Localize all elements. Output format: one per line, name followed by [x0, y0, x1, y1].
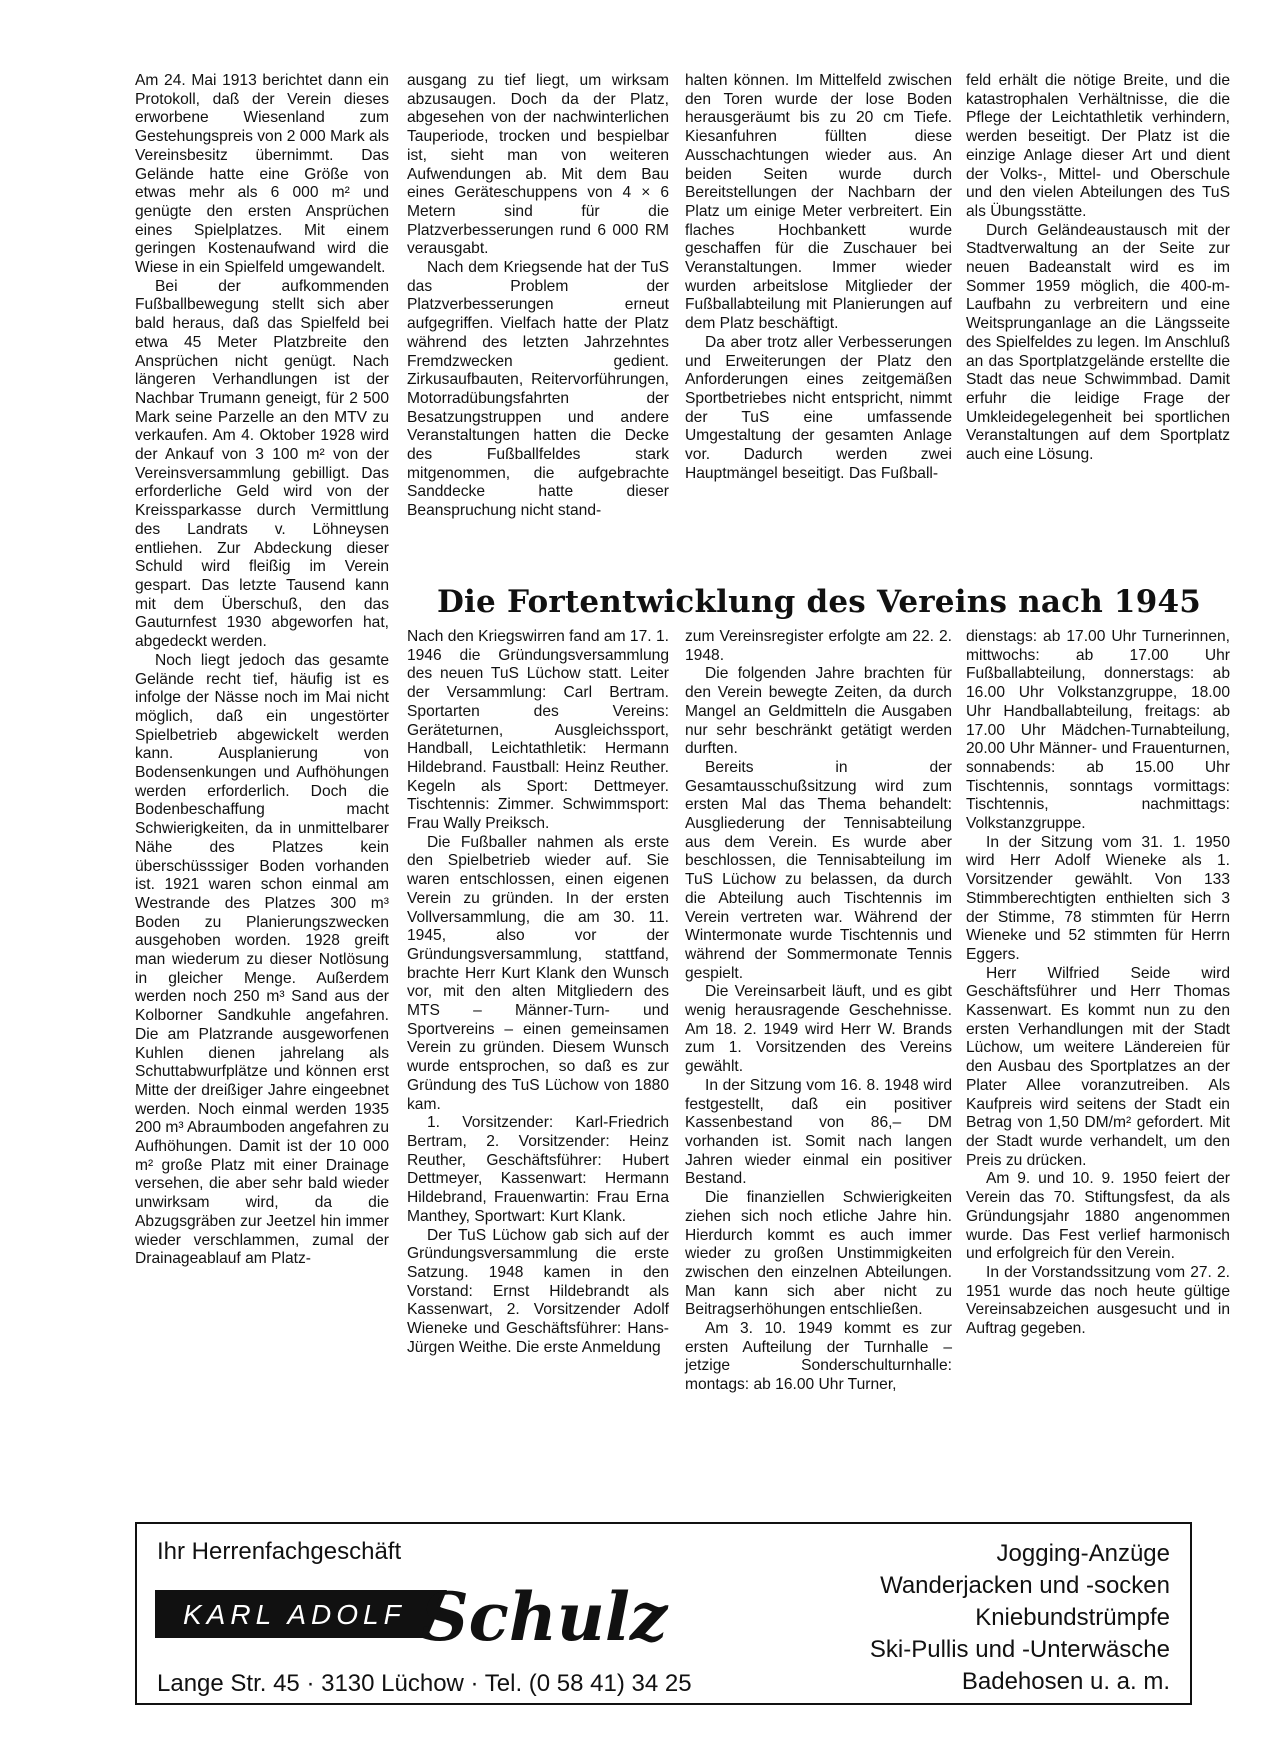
logo-script-name: Schulz [421, 1578, 668, 1656]
article-column-6 [685, 628, 952, 1395]
paragraph: feld erhält die nötige Breite, und die katastrophalen Verhältnisse, die die Pflege der Leichtathletik verhindern, werden beseitigt. Der Platz ist die einzige Anlage dieser Art und dient der Volks-, Mittel- und Oberschule und den vielen Abteilungen des TuS als Übungsstätte. [966, 72, 1230, 220]
paragraph: Am 3. 10. 1949 kommt es zur ersten Aufteilung der Turnhalle – jetzige Sonderschulturnhalle: montags: ab 16.00 Uhr Turner, [685, 1320, 952, 1394]
paragraph: Am 24. Mai 1913 berichtet dann ein Protokoll, daß der Verein dieses erworbene Wiesenland zum Gestehungspreis von 2 000 Mark als Vereinsbesitz übernimmt. Das Gelände hatte eine Größe von etwas mehr als 6 000 m² und genügte den ersten Ansprüchen eines Spielplatzes. Mit einem geringen Kostenaufwand wird die Wiese in ein Spielfeld umgewandelt. [135, 72, 389, 277]
logo-name: KARL ADOLF [183, 1599, 406, 1630]
article-column-1 [135, 72, 389, 1269]
paragraph: 1. Vorsitzender: Karl-Friedrich Bertram, 2. Vorsitzender: Heinz Reuther, Geschäftsführer: Hubert Dettmeyer, Kassenwart: Hermann Hildebrand, Frauenwartin: Frau Erna Manthey, Sportwart: Kurt Klank. [407, 1114, 669, 1225]
paragraph: Die finanziellen Schwierigkeiten ziehen sich noch etliche Jahre hin. Hierdurch kommt es auch immer wieder zu großen Unstimmigkeiten zwischen den einzelnen Abteilungen. Man kann sich aber nicht zu Beitragserhöhungen entschließen. [685, 1189, 952, 1319]
article-column-3 [685, 72, 952, 483]
paragraph: Die folgenden Jahre brachten für den Verein bewegte Zeiten, da durch Mangel an Geldmitteln die Ausgaben nur sehr beschränkt getätigt werden durften. [685, 665, 952, 758]
paragraph: Die Fußballer nahmen als erste den Spielbetrieb wieder auf. Sie waren entschlossen, einen eigenen Verein zu gründen. In der ersten Vollversammlung, die am 30. 11. 1945, also vor der Gründungsversammlung, stattfand, brachte Herr Kurt Klank den Wunsch vor, mit den alten Mitgliedern des MTS – Männer-Turn- und Sportvereins – einen gemeinsamen Verein zu gründen. Diesem Wunsch wurde entsprochen, so daß es zur Gründung des TuS Lüchow von 1880 kam. [407, 833, 669, 1113]
paragraph: In der Sitzung vom 31. 1. 1950 wird Herr Adolf Wieneke als 1. Vorsitzender gewählt. Von 133 Stimmberechtigten enthielten sich 3 der Stimme, 78 stimmten für Herrn Wieneke und 52 stimmten für Herrn Eggers. [966, 833, 1230, 963]
paragraph: In der Sitzung vom 16. 8. 1948 wird festgestellt, daß ein positiver Kassenbestand von 86,– DM vorhanden ist. Somit nach langen Jahren wieder einmal ein positiver Bestand. [685, 1076, 952, 1188]
ad-tagline: Ihr Herrenfachgeschäft [157, 1538, 402, 1565]
paragraph: Bereits in der Gesamtausschußsitzung wird zum ersten Mal das Thema behandelt: Ausgliederung der Tennisabteilung aus dem Verein. Es wurde aber beschlossen, die Tennisabteilung im TuS Lüchow zu belassen, da durch die Abteilung auch Tischtennis im Verein vertreten war. Während der Wintermonate wurde Tischtennis und während der Sommermonate Tennis gespielt. [685, 758, 952, 982]
product-item: Badehosen u. a. m. [961, 1668, 1170, 1695]
paragraph: Durch Geländeaustausch mit der Stadtverwaltung an der Seite zur neuen Badeanstalt wird es im Sommer 1959 möglich, die 400-m-Laufbahn zu verbreitern und eine Weitsprunganlage an die Längsseite des Spielfeldes zu legen. Im Anschluß an das Sportplatzgelände erstellte die Stadt das neue Schwimmbad. Damit erfuhr die leidige Frage der Umkleidegelegenheit bei sportlichen Veranstaltungen auf dem Sportplatz auch eine Lösung. [966, 221, 1230, 464]
paragraph: Die Vereinsarbeit läuft, und es gibt wenig herausragende Geschehnisse. Am 18. 2. 1949 wird Herr W. Brands zum 1. Vorsitzenden des Vereins gewählt. [685, 983, 952, 1076]
paragraph: Nach den Kriegswirren fand am 17. 1. 1946 die Gründungsversammlung des neuen TuS Lüchow statt. Leiter der Versammlung: Carl Bertram. Sportarten des Vereins: Geräteturnen, Ausgleichssport, Handball, Leichtathletik: Hermann Hildebrand. Faustball: Heinz Reuther. Kegeln als Sport: Dettmeyer. Tischtennis: Zimmer. Schwimmsport: Frau Wally Preiksch. [407, 628, 669, 833]
paragraph: In der Vorstandssitzung vom 27. 2. 1951 wurde das noch heute gültige Vereinsabzeichen ausgesucht und in Auftrag gegeben. [966, 1263, 1230, 1338]
article-column-7 [966, 628, 1230, 1339]
product-item: Kniebundstrümpfe [975, 1604, 1170, 1631]
paragraph: dienstags: ab 17.00 Uhr Turnerinnen, mittwochs: ab 17.00 Uhr Fußballabteilung, donnerstags: ab 16.00 Uhr Volkstanzgruppe, 18.00 Uhr Handballabteilung, freitags: ab 17.00 Uhr Mädchen-Turnabteilung, 20.00 Uhr Männer- und Frauenturnen, sonnabends: ab 15.00 Uhr Tischtennis, sonntags vormittags: Tischtennis, nachmittags: Volkstanzgruppe. [966, 628, 1230, 833]
paragraph: ausgang zu tief liegt, um wirksam abzusaugen. Doch da der Platz, abgesehen von der nachwinterlichen Tauperiode, trocken und bespielbar ist, sieht man von weiteren Aufwendungen ab. Mit dem Bau eines Geräteschuppens von 4 × 6 Metern sind für die Platzverbesserungen rund 6 000 RM verausgabt. [407, 72, 669, 258]
advertisement [135, 1522, 1192, 1705]
shop-logo [155, 1568, 668, 1668]
article-column-5 [407, 628, 669, 1357]
product-item: Jogging-Anzüge [996, 1540, 1170, 1567]
paragraph: Der TuS Lüchow gab sich auf der Gründungsversammlung die erste Satzung. 1948 kamen in den Vorstand: Ernst Hildebrandt als Kassenwart, 2. Vorsitzender Adolf Wieneke und Geschäftsführer: Hans-Jürgen Weithe. Die erste Anmeldung [407, 1226, 669, 1356]
paragraph: Bei der aufkommenden Fußballbewegung stellt sich aber bald heraus, daß das Spielfeld bei etwa 45 Meter Platzbreite den Ansprüchen nicht genügt. Nach längeren Verhandlungen ist der Nachbar Trumann geneigt, für 2 500 Mark seine Parzelle an den MTV zu verkaufen. Am 4. Oktober 1928 wird der Ankauf von 3 100 m² von der Vereinsversammlung gebilligt. Das erforderliche Geld wird von der Kreissparkasse durch Vermittlung des Landrats v. Löhneysen entliehen. Zur Abdeckung dieser Schuld wird fleißig im Verein gespart. Das letzte Tausend kann mit dem Überschuß, den das Gauturnfest 1930 abgeworfen hat, abgedeckt werden. [135, 277, 389, 651]
paragraph: zum Vereinsregister erfolgte am 22. 2. 1948. [685, 628, 952, 664]
paragraph: Nach dem Kriegsende hat der TuS das Problem der Platzverbesserungen erneut aufgegriffen. Vielfach hatte der Platz während des letzten Jahrzehntes Fremdzwecken gedient. Zirkusaufbauten, Reitervorführungen, Motorradübungsfahrten der Besatzungstruppen und andere Veranstaltungen hatten die Decke des Fußballfeldes stark mitgenommen, die aufgebrachte Sanddecke hatte dieser Beanspruchung nicht stand- [407, 259, 669, 520]
product-item: Wanderjacken und -socken [880, 1572, 1170, 1599]
paragraph: Noch liegt jedoch das gesamte Gelände recht tief, häufig ist es infolge der Nässe noch im Mai nicht möglich, daß ein ungestörter Spielbetrieb abgewickelt werden kann. Ausplanierung von Bodensenkungen und Aufhöhungen werden erforderlich. Doch die Bodenbeschaffung macht Schwierigkeiten, da in unmittelbarer Nähe des Platzes kein überschüsssiger Boden vorhanden ist. 1921 waren schon einmal am Westrande des Platzes 300 m³ Boden zu Planierungszwecken ausgehoben worden. 1928 greift man wiederum zu dieser Notlösung in gleicher Menge. Außerdem werden noch 250 m³ Sand aus der Kolborner Sandkuhle angefahren. Die am Platzrande ausgeworfenen Kuhlen dienen jahrelang als Schuttabwurfplätze und können erst Mitte der dreißiger Jahre eingeebnet werden. Noch einmal werden 1935 200 m³ Abraumboden angefahren zu Aufhöhungen. Damit ist der 10 000 m² große Platz mit einer Drainage versehen, die aber sehr bald wieder unwirksam wird, da die Abzugsgräben zur Jeetzel hin immer wieder verschlammen, zumal der Drainageablauf am Platz- [135, 651, 390, 1268]
shop-address: Lange Str. 45 · 3130 Lüchow · Tel. (0 58 41) 34 25 [157, 1670, 692, 1697]
paragraph: Am 9. und 10. 9. 1950 feiert der Verein das 70. Stiftungsfest, da als Gründungsjahr 1880 angenommen wurde. Das Fest verlief harmonisch und erfolgreich für den Verein. [966, 1170, 1230, 1263]
article-column-4 [966, 72, 1230, 465]
article-column-2 [407, 72, 669, 521]
paragraph: Herr Wilfried Seide wird Geschäftsführer und Herr Thomas Kassenwart. Es kommt nun zu den ersten Verhandlungen mit der Stadt Lüchow, um weitere Ländereien für den Ausbau des Sportplatzes an der Plater Allee voranzutreiben. Als Kaufpreis wird seitens der Stadt ein Betrag von 1,50 DM/m² gefordert. Mit der Stadt wurde verhandelt, um den Preis zu drücken. [966, 964, 1230, 1169]
paragraph: Da aber trotz aller Verbesserungen und Erweiterungen der Platz den Anforderungen eines zeitgemäßen Sportbetriebes nicht entspricht, nimmt der TuS eine umfassende Umgestaltung der gesamten Anlage vor. Dadurch werden zwei Hauptmängel beseitigt. Das Fußball- [685, 333, 952, 482]
paragraph: halten können. Im Mittelfeld zwischen den Toren wurde der lose Boden herausgeräumt bis zu 20 cm Tiefe. Kiesanfuhren füllten diese Ausschachtungen wieder aus. An beiden Seiten wurde durch Bereitstellungen der Nachbarn der Platz um einige Meter verbreitert. Ein flaches Hochbankett wurde geschaffen für die Zuschauer bei Veranstaltungen. Immer wieder wurden arbeitslose Mitglieder der Fußballabteilung mit Planierungen auf dem Platz beschäftigt. [685, 72, 952, 333]
product-list [870, 1538, 1170, 1698]
section-heading: Die Fortentwicklung des Vereins nach 1945 [436, 584, 1202, 620]
product-item: Ski-Pullis und -Unterwäsche [869, 1636, 1170, 1663]
